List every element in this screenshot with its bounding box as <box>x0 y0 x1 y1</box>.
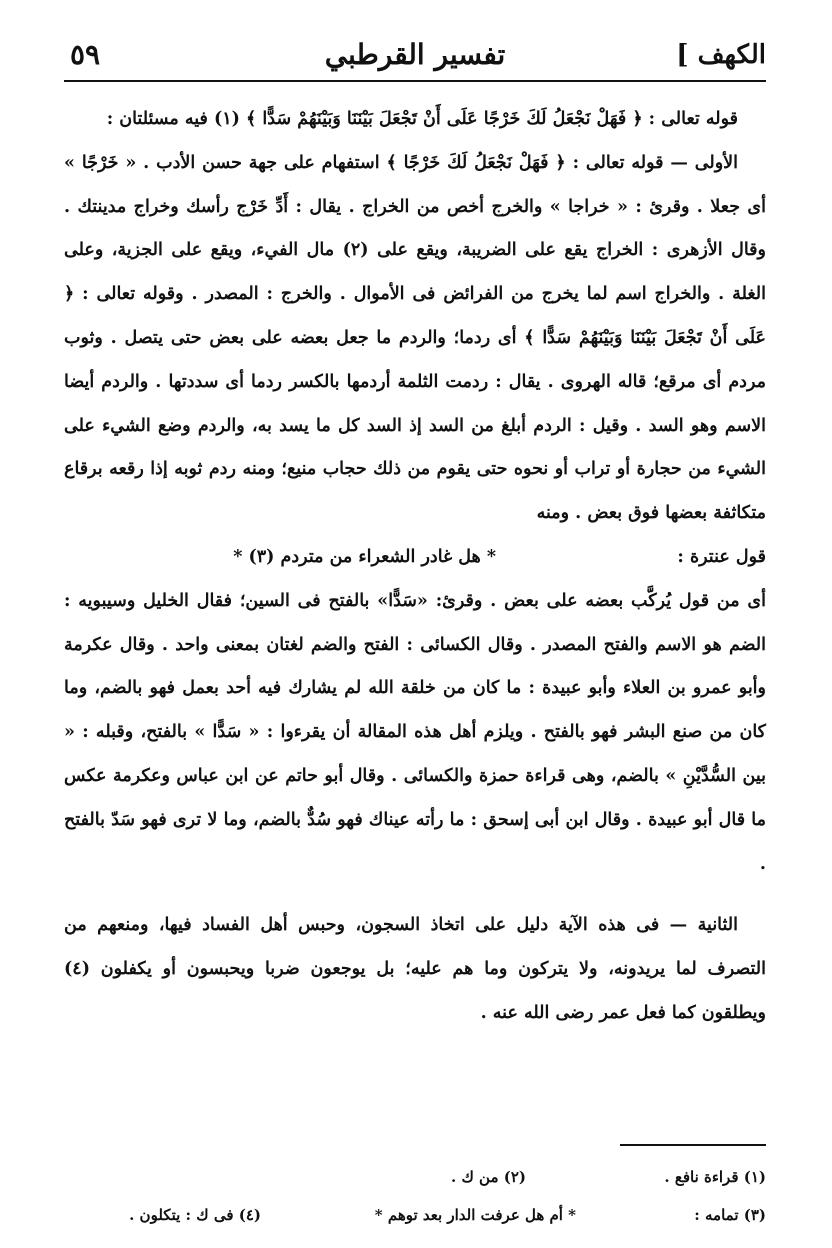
paragraph-intro: قوله تعالى : ﴿ فَهَلْ نَجْعَلُ لَكَ خَرْجًا عَلَى أَنْ تَجْعَلَ بَيْنَنَا وَبَيْنَهُمْ سَدًّا ﴾ (١) فيه مسئلتان : <box>106 109 738 129</box>
main-text <box>64 98 766 1036</box>
paragraph-second-issue: الثانية — فى هذه الآية دليل على اتخاذ السجون، وحبس أهل الفساد فيها، ومنعهم من التصرف لما يريدونه، ولا يتركون وما هم عليه؛ بل يوجعون ضربا ويحبسون أو يكفلون (٤) ويطلقون كما فعل عمر رضى الله عنه . <box>64 915 766 1023</box>
paragraph-readings: أى من قول يُركَّب بعضه على بعض . وقرئ: «سَدًّا» بالفتح فى السين؛ فقال الخليل وسيبويه : الضم هو الاسم والفتح المصدر . وقال الكسائى : الفتح والضم لغتان بمعنى واحد . وقال عكرمة وأبو عمرو بن العلاء وأبو عبيدة : ما كان من خلقة الله لم يشارك فيه أحد بعمل فهو بالضم، وما كان من صنع البشر فهو بالفتح . ويلزم أهل هذه المقالة أن يقرءوا : « سَدًّا » بالفتح، وقبله : « بين السُّدَّيْنِ » بالضم، وهى قراءة حمزة والكسائى . وقال أبو حاتم عن ابن عباس وعكرمة عكس ما قال أبو عبيدة . وقال ابن أبى إسحق : ما رأته عيناك فهو سُدٌّ بالضم، وما لا ترى فهو سَدّ بالفتح . <box>64 590 766 874</box>
book-page <box>64 36 766 1224</box>
footnote-3-verse: * أم هل عرفت الدار بعد توهم * <box>374 1206 576 1224</box>
verse-quote: * هل غادر الشعراء من متردم (٣) * <box>233 546 496 567</box>
footnotes <box>64 1158 766 1234</box>
verse-intro: قول عنترة : <box>677 546 766 567</box>
footnote-row <box>64 1158 766 1196</box>
section-name: الكهف ] <box>676 40 766 70</box>
running-header <box>64 36 766 82</box>
footnote-2: (٢) من ك . <box>451 1168 526 1186</box>
verse-line <box>64 536 766 580</box>
footnote-separator <box>620 1144 766 1146</box>
paragraph-first-issue: الأولى — قوله تعالى : ﴿ فَهَلْ نَجْعَلُ لَكَ خَرْجًا ﴾ استفهام على جهة حسن الأدب . « خَرْجًا » أى جعلا . وقرئ : « خراجا » والخرج أخص من الخراج . يقال : أَدِّ خَرْج رأسك وخراج مدينتك . وقال الأزهرى : الخراج يقع على الضريبة، ويقع على (٢) مال الفيء، ويقع على الجزية، وعلى الغلة . والخراج اسم لما يخرج من الفرائض فى الأموال . والخرج : المصدر . وقوله تعالى : ﴿ عَلَى أَنْ تَجْعَلَ بَيْنَنَا وَبَيْنَهُمْ سَدًّا ﴾ أى ردما؛ والردم ما جعل بعضه على بعض حتى يتصل . وثوب مردم أى مرقع؛ قاله الهروى . يقال : ردمت الثلمة أردمها بالكسر ردما أى سددتها . والردم أيضا الاسم وهو السد . وقيل : الردم أبلغ من السد إذ السد كل ما يسد به، والردم وضع الشيء على الشيء من حجارة أو تراب أو نحوه حتى يقوم من ذلك حجاب منيع؛ ومنه ردم ثوبه إذا رقعه برقاع متكاثفة بعضها فوق بعض . ومنه <box>64 152 766 524</box>
footnote-4: (٤) فى ك : يتكلون . <box>129 1206 261 1224</box>
footnote-3: (٣) تمامه : <box>694 1206 766 1224</box>
book-title: تفسير القرطبي <box>324 38 506 71</box>
page-number: ٥٩ <box>70 38 101 71</box>
footnote-row <box>64 1196 766 1234</box>
footnote-1: (١) قراءة نافع . <box>664 1168 766 1186</box>
